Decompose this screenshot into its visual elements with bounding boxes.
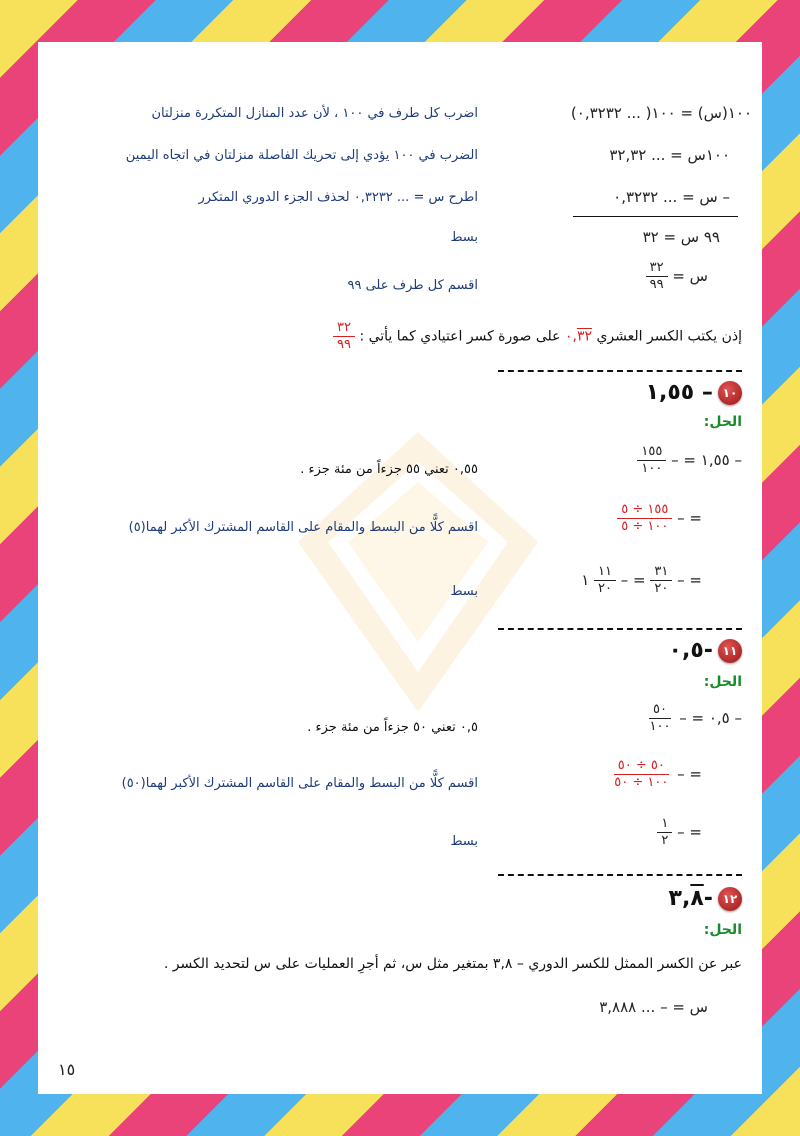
fraction-numerator: ١١: [594, 564, 616, 581]
fraction-denominator: ١٠٠ ÷ ٥: [621, 519, 669, 534]
problem-12-label: [669, 886, 713, 911]
fraction: [657, 816, 672, 849]
fraction-denominator: ٢: [661, 833, 669, 848]
decimal-part: ٠,: [564, 328, 577, 345]
fraction-denominator: ١٠٠: [649, 719, 671, 734]
fraction-numerator: ٥٠ ÷ ٥٠: [614, 758, 669, 775]
fraction-denominator: ١٠٠: [641, 461, 663, 476]
conclusion-suffix: على صورة كسر اعتيادي كما يأتي :: [359, 328, 561, 345]
fraction: [637, 444, 666, 477]
problem-number-badge: ١٠: [718, 381, 742, 405]
problem-10-header: [646, 380, 742, 405]
fraction-denominator: ٢٠: [654, 581, 669, 596]
mixed-fraction: [594, 564, 616, 597]
p10-explanation-1: ٠,٥٥ تعني ٥٥ جزءاً من مئة جزء .: [300, 462, 478, 477]
equation-lhs: = –: [677, 765, 702, 783]
derivation-eq-4: ٩٩ س = ٣٢: [642, 228, 720, 246]
section-divider: [498, 874, 742, 876]
derivation-eq-2: ١٠٠س = ... ٣٢,٣٢: [609, 146, 730, 164]
problem-number-badge: ١١: [718, 639, 742, 663]
p11-explanation-2: اقسم كلًّا من البسط والمقام على القاسم المشترك الأكبر لهما(٥٠): [121, 776, 478, 791]
equation-lhs: – ١,٥٥ = –: [671, 451, 742, 469]
fraction-denominator: ٩٩: [649, 277, 664, 292]
solution-label: الحل:: [703, 414, 742, 430]
fraction-denominator: ٢٠: [598, 581, 612, 596]
equation-mid: = –: [620, 571, 646, 589]
conclusion-line: [333, 320, 742, 353]
repeating-digits: ٣٢: [576, 328, 592, 345]
fraction-numerator: ٣٢: [333, 320, 355, 337]
p12-line-1: س = – ... ٣,٨٨٨: [599, 998, 708, 1016]
page-number: ١٥: [58, 1060, 76, 1079]
section-divider: [498, 370, 742, 372]
p11-line-3: [657, 816, 702, 849]
p10-explanation-2: اقسم كلًّا من البسط والمقام على القاسم المشترك الأكبر لهما(٥): [128, 520, 478, 535]
label-prefix: -٣,: [668, 886, 713, 911]
fraction-numerator: ٣٢: [646, 260, 668, 277]
problem-11-label: -٠,٥: [668, 638, 713, 663]
derivation-explanation-4: بسط: [450, 230, 478, 245]
equation-lhs: = –: [677, 823, 702, 841]
derivation-eq-1: ١٠٠(س) = ١٠٠( ... ٠,٣٢٣٢): [570, 104, 752, 122]
solution-label: الحل:: [703, 922, 742, 938]
worksheet-page: [38, 42, 762, 1094]
p11-explanation-1: ٠,٥ تعني ٥٠ جزءاً من مئة جزء .: [307, 720, 478, 735]
p11-line-1: [645, 702, 742, 735]
problem-12-header: [669, 886, 742, 911]
fraction-denominator: ١٠٠ ÷ ٥٠: [614, 775, 669, 790]
derivation-explanation-2: الضرب في ١٠٠ يؤدي إلى تحريك الفاصلة منزلتان في اتجاه اليمين: [125, 148, 478, 163]
equation-lhs: = –: [677, 509, 702, 527]
fraction-denominator: ٩٩: [337, 337, 351, 352]
derivation-explanation-1: اضرب كل طرف في ١٠٠ ، لأن عدد المنازل المتكررة منزلتان: [151, 106, 478, 121]
fraction: [617, 502, 672, 535]
p10-line-2: [617, 502, 702, 535]
p10-explanation-3: بسط: [450, 584, 478, 599]
derivation-eq-3: – س = ... ٠,٣٢٣٢: [613, 188, 730, 206]
whole-part: ١: [581, 571, 590, 589]
derivation-explanation-3: اطرح س = ... ٠,٣٢٣٢ لحذف الجزء الدوري المتكرر: [198, 190, 478, 205]
fraction: [645, 702, 674, 735]
final-fraction: [646, 260, 668, 293]
subtraction-rule: [573, 216, 738, 217]
fraction-numerator: ١٥٥: [637, 444, 666, 461]
conclusion-decimal: [565, 329, 592, 345]
fraction-numerator: ٥٠: [649, 702, 671, 719]
fraction-numerator: ١: [657, 816, 672, 833]
derivation-explanation-5: اقسم كل طرف على ٩٩: [347, 278, 478, 293]
fraction: [610, 758, 672, 791]
equation-lhs: – ٠,٥ = –: [679, 709, 742, 727]
derivation-final: [646, 260, 708, 293]
problem-10-label: – ١,٥٥: [645, 380, 713, 405]
conclusion-prefix: إذن يكتب الكسر العشري: [596, 328, 742, 345]
p11-line-2: [610, 758, 702, 791]
fraction: [650, 564, 672, 597]
p10-line-3: [581, 564, 702, 597]
conclusion-fraction: [333, 320, 355, 353]
p10-line-1: [637, 444, 742, 477]
equation-lhs: = –: [677, 571, 702, 589]
section-divider: [498, 628, 742, 630]
repeating-digit: ٨: [690, 886, 704, 911]
fraction-numerator: ٣١: [650, 564, 672, 581]
solution-label: الحل:: [703, 674, 742, 690]
final-lhs: س =: [672, 267, 708, 285]
problem-number-badge: ١٢: [718, 887, 742, 911]
fraction-numerator: ١٥٥ ÷ ٥: [617, 502, 672, 519]
p11-explanation-3: بسط: [450, 834, 478, 849]
p12-instruction: عبر عن الكسر الممثل للكسر الدوري – ٣,٨ بمتغير مثل س، ثم أجرِ العمليات على س لتحديد الكسر .: [163, 956, 742, 972]
problem-11-header: [669, 638, 742, 663]
